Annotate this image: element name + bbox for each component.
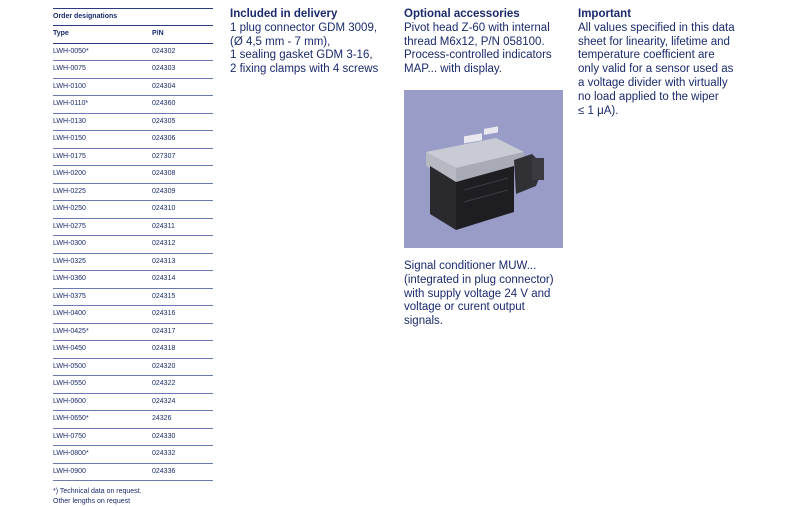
cell-type: LWH-0275 [53, 222, 86, 230]
cell-pn: 024303 [152, 65, 176, 72]
caption-line: voltage or curent output [404, 301, 525, 314]
cell-pn: 027307 [152, 152, 176, 160]
table-row [53, 149, 213, 167]
cell-type: LWH-0150 [53, 135, 86, 142]
table-row [53, 446, 213, 464]
table-row [53, 306, 213, 324]
delivery-line: 1 sealing gasket GDM 3-16, [230, 49, 373, 62]
table-body [53, 44, 213, 482]
order-designations-table [53, 8, 213, 507]
table-row [53, 324, 213, 342]
important-line: a voltage divider with virtually [578, 76, 728, 89]
important-line: no load applied to the wiper [578, 90, 719, 103]
footnote-technical: *) Technical data on request. [53, 488, 142, 495]
cell-pn: 024308 [152, 170, 176, 177]
caption-line: with supply voltage 24 V and [404, 287, 551, 300]
important-line: All values specified in this data [578, 21, 735, 34]
table-row [53, 236, 213, 254]
delivery-line: (Ø 4,5 mm - 7 mm), [230, 35, 331, 48]
cell-pn: 024360 [152, 100, 176, 107]
table-row [53, 166, 213, 184]
cell-pn: 024315 [152, 292, 176, 300]
cell-type: LWH-0200 [53, 170, 86, 177]
caption-line: Signal conditioner MUW... [404, 260, 537, 272]
cell-pn: 024304 [152, 82, 176, 90]
cell-pn: 024332 [152, 450, 176, 457]
table-row [53, 114, 213, 132]
table-header [53, 26, 213, 44]
cell-type: LWH-0750 [53, 432, 86, 440]
cell-type: LWH-0225 [53, 187, 86, 195]
accessories-line: thread M6x12, P/N 058100. [404, 35, 545, 48]
accessories-line: Process-controlled indicators [404, 49, 552, 62]
table-row [53, 341, 213, 359]
table-row [53, 79, 213, 97]
table-row [53, 219, 213, 237]
cell-type: LWH-0650* [53, 415, 89, 422]
caption-line: signals. [404, 315, 443, 328]
table-row [53, 376, 213, 394]
cell-pn: 024312 [152, 240, 176, 247]
plug-connector-photo [404, 90, 563, 248]
delivery-line: 2 fixing clamps with 4 screws [230, 63, 379, 76]
cell-type: LWH-0375 [53, 292, 86, 300]
table-row [53, 184, 213, 202]
table-row [53, 131, 213, 149]
cell-type: LWH-0175 [53, 152, 86, 160]
footnote-lengths: Other lengths on request [53, 498, 131, 505]
cell-type: LWH-0300 [53, 240, 86, 247]
table-row [53, 254, 213, 272]
table-row [53, 201, 213, 219]
cell-pn: 024305 [152, 117, 176, 125]
delivery-line: 1 plug connector GDM 3009, [230, 21, 378, 34]
cell-type: LWH-0075 [53, 65, 86, 72]
table-row [53, 464, 213, 482]
table-row [53, 271, 213, 289]
cell-type: LWH-0800* [53, 450, 89, 457]
delivery-heading: Included in delivery [230, 8, 338, 20]
table-row [53, 429, 213, 447]
cell-pn: 024310 [152, 205, 176, 212]
cell-pn: 024322 [152, 380, 176, 387]
column-header-type: Type [53, 30, 69, 37]
photo-caption [404, 260, 564, 329]
cell-type: LWH-0325 [53, 257, 86, 265]
table-row [53, 394, 213, 412]
cell-pn: 024306 [152, 135, 176, 142]
table-title: Order designations [53, 8, 213, 26]
connector-illustration [404, 90, 563, 248]
table-row [53, 44, 213, 62]
cell-type: LWH-0900 [53, 467, 86, 475]
table-footnotes [53, 487, 213, 507]
accessories-line: MAP... with display. [404, 63, 503, 76]
cell-pn: 024311 [152, 222, 175, 230]
cell-pn: 024324 [152, 397, 176, 405]
important-section [578, 8, 743, 118]
cell-type: LWH-0360 [53, 275, 86, 282]
important-heading: Important [578, 8, 632, 20]
table-row [53, 61, 213, 79]
important-line: temperature coefficient are [578, 49, 715, 62]
cell-type: LWH-0400 [53, 310, 86, 317]
cell-type: LWH-0050* [53, 47, 89, 55]
cell-type: LWH-0110* [53, 100, 89, 107]
cell-type: LWH-0100 [53, 82, 86, 90]
cell-pn: 024336 [152, 467, 176, 475]
cell-pn: 024314 [152, 275, 176, 282]
table-row [53, 289, 213, 307]
accessories-section [404, 8, 566, 77]
delivery-section [230, 8, 390, 77]
cell-pn: 024320 [152, 362, 176, 370]
cell-type: LWH-0130 [53, 117, 86, 125]
cell-pn: 024317 [152, 327, 176, 335]
cell-type: LWH-0450 [53, 345, 86, 352]
caption-line: (integrated in plug connector) [404, 273, 554, 286]
accessories-line: Pivot head Z-60 with internal [404, 21, 550, 34]
cell-pn: 024302 [152, 47, 176, 55]
cell-type: LWH-0500 [53, 362, 86, 370]
important-line: ≤ 1 μA). [578, 104, 619, 117]
cell-type: LWH-0250 [53, 205, 86, 212]
accessories-heading: Optional accessories [404, 8, 520, 20]
important-line: only valid for a sensor used as [578, 63, 734, 76]
cell-type: LWH-0600 [53, 397, 86, 405]
column-header-pn: P/N [152, 30, 164, 37]
table-row [53, 96, 213, 114]
table-row [53, 359, 213, 377]
cell-pn: 24326 [152, 415, 172, 422]
cell-type: LWH-0425* [53, 327, 89, 335]
cell-type: LWH-0550 [53, 380, 86, 387]
cell-pn: 024309 [152, 187, 176, 195]
cell-pn: 024318 [152, 345, 176, 352]
cell-pn: 024330 [152, 432, 176, 440]
cell-pn: 024316 [152, 310, 176, 317]
important-line: sheet for linearity, lifetime and [578, 35, 730, 48]
cell-pn: 024313 [152, 257, 176, 265]
table-row [53, 411, 213, 429]
